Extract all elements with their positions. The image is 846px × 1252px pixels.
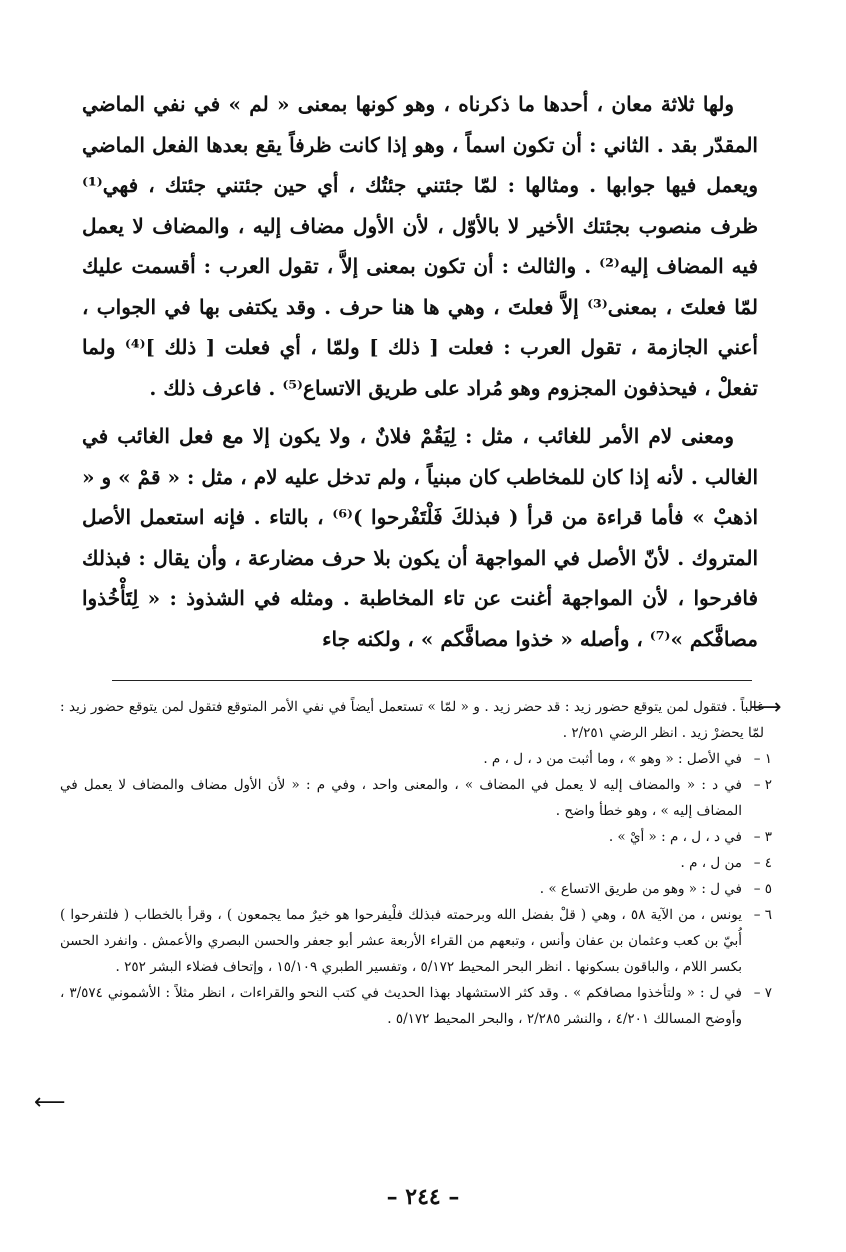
- footnote-7: [60, 980, 772, 1032]
- footnote-number: ٧ –: [753, 985, 772, 1001]
- footnote-text: في د ، ل ، م : « أيْ » .: [608, 829, 742, 845]
- footnote-number: ٣ –: [753, 829, 772, 845]
- page-number: – ٢٤٤ –: [386, 1184, 460, 1210]
- footnote-number: ٥ –: [753, 881, 772, 897]
- footnote-continuation-text: غالباً . فتقول لمن يتوقع حضور زيد : قد حضر زيد . و « لمّا » تستعمل أيضاً في نفي الأمر المتوقع فتقول لمن يتوقع حضور زيد : لمّا يحضرْ زيد . انظر الرضي ٢/٢٥١ .: [60, 699, 764, 741]
- footnote-text: من ل ، م .: [680, 855, 742, 871]
- footnote-text: في د : « والمضاف إليه لا يعمل في المضاف » ، والمعنى واحد ، وفي م : « لأن الأول مضاف والمضاف لا يعمل في المضاف إليه » ، وهو خطأ واضح .: [60, 777, 742, 819]
- footnote-text: في ل : « وهو من طريق الاتساع » .: [539, 881, 742, 897]
- footnote-continuation: [60, 694, 772, 746]
- footnote-text: يونس ، من الآية ٥٨ ، وهي ( قلْ بفضل الله وبرحمته فبذلك فلْيفرحوا هو خيرٌ مما يجمعون ) ، وقرأ بالخطاب ( فلتفرحوا ) أُبيّ بن كعب وعثمان بن عفان وأنس ، وتبعهم من القراء الأربعة عشر أبو جعفر والحسن البصري والأعمش . وانفرد الحسن بكسر اللام ، والباقون بسكونها . انظر البحر المحيط ٥/١٧٢ ، وتفسير الطبري ١٥/١٠٩ ، وإتحاف فضلاء البشر ٢٥٢ .: [60, 907, 742, 975]
- footnote-text: في الأصل : « وهو » ، وما أثبت من د ، ل ، م .: [483, 751, 742, 767]
- footnote-number: ٦ –: [753, 907, 772, 923]
- footnote-1: [60, 746, 772, 772]
- footnote-2: [60, 772, 772, 824]
- paragraph-2: ومعنى لام الأمر للغائب ، مثل : لِيَقُمْ فلانٌ ، ولا يكون إلا مع فعل الغائب في الغالب . لأنه إذا كان للمخاطب كان مبنياً ، ولم تدخل عليه لام ، مثل : « قمْ » و « اذهبْ » فأما قراءة من قرأ ( فبذلكَ فَلْتَفْرحوا )⁽⁶⁾ ، بالتاء . فإنه استعمل الأصل المتروك . لأنّ الأصل في المواجهة أن يكون بلا حرف مضارعة ، وأن يقال : فبذلك فافرحوا ، لأن المواجهة أغنت عن تاء المخاطبة . ومثله في الشذوذ : « لِتَأْخُذوا مصافَّكم »⁽⁷⁾ ، وأصله « خذوا مصافَّكم » ، ولكنه جاء: [82, 424, 759, 651]
- footnote-divider: [112, 680, 752, 681]
- footnote-number: ١ –: [753, 751, 772, 767]
- footnote-number: ٢ –: [753, 777, 772, 793]
- paragraph-1: ولها ثلاثة معان ، أحدها ما ذكرناه ، وهو كونها بمعنى « لم » في نفي الماضي المقدّر بقد . الثاني : أن تكون اسماً ، وهو إذا كانت ظرفاً يقع بعدها الفعل الماضي ويعمل فيها جوابها . ومثالها : لمّا جئتني جئتُك ، أي حين جئتني جئتك ، فهي⁽¹⁾ ظرف منصوب بجئتك الأخير لا بالأوّل ، لأن الأول مضاف إليه ، والمضاف لا يعمل فيه المضاف إليه⁽²⁾ . والثالث : أن تكون بمعنى إلاَّ ، تقول العرب : أقسمت عليك لمّا فعلتَ ، بمعنى⁽³⁾ إلاَّ فعلتَ ، وهي ها هنا حرف . وقد يكتفى بها في الجواب ، أعني الجازمة ، تقول العرب : فعلت [ ذلك ] ولمّا ، أي فعلت [ ذلك ]⁽⁴⁾ ولما تفعلْ ، فيحذفون المجزوم وهو مُراد على طريق الاتساع⁽⁵⁾ . فاعرف ذلك .: [82, 92, 759, 400]
- footnote-5: [60, 876, 772, 902]
- footnote-number: ٤ –: [753, 855, 772, 871]
- footnote-4: [60, 850, 772, 876]
- footnote-text: في ل : « ولتأخذوا مصافكم » . وقد كثر الاستشهاد بهذا الحديث في كتب النحو والقراءات ، انظر مثلاً : الأشموني ٣/٥٧٤ ، وأوضح المسالك ٤/٢٠١ ، والنشر ٢/٢٨٥ ، والبحر المحيط ٥/١٧٢ .: [60, 985, 742, 1027]
- main-text: [82, 84, 758, 659]
- arrow-right-icon: ⟶: [750, 695, 782, 720]
- arrow-left-icon: ⟵: [34, 1090, 66, 1115]
- footnote-6: [60, 902, 772, 980]
- footnotes: [60, 694, 772, 1032]
- footnote-3: [60, 824, 772, 850]
